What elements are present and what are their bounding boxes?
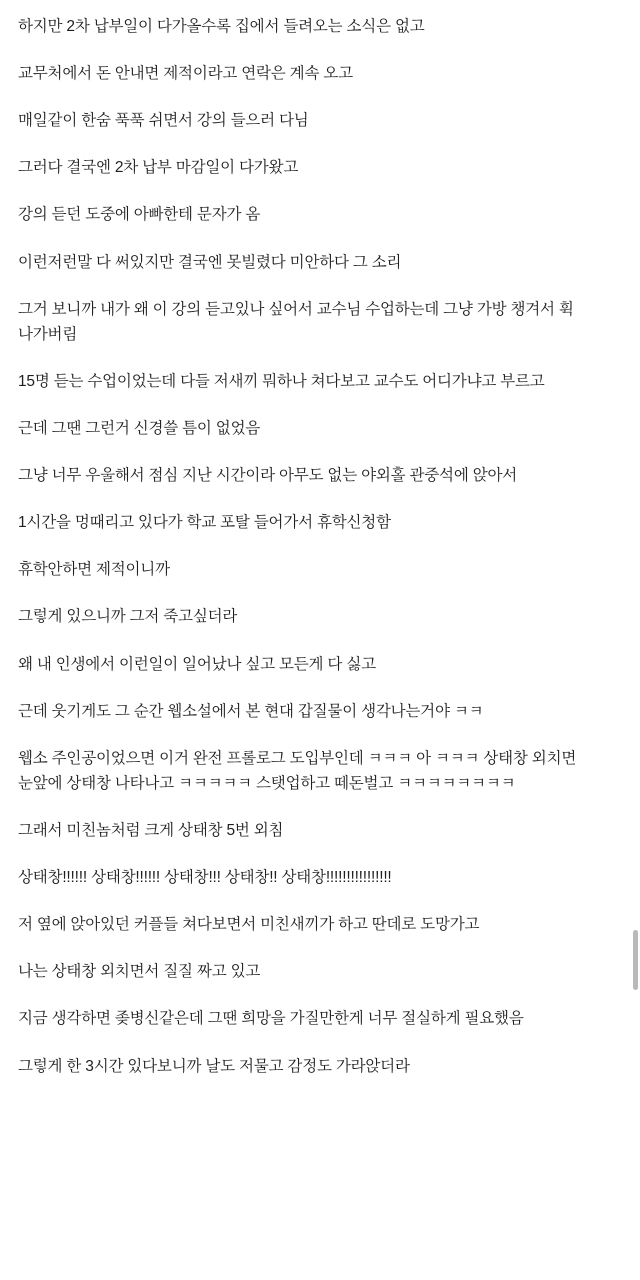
paragraph: 왜 내 인생에서 이런일이 일어났나 싶고 모든게 다 싫고 — [18, 655, 376, 673]
paragraph: 그러다 결국엔 2차 납부 마감일이 다가왔고 — [18, 159, 299, 177]
scrollbar-thumb[interactable] — [633, 930, 638, 990]
paragraph: 상태창!!!!!! 상태창!!!!!! 상태창!!! 상태창!! 상태창!!!!!!!!!!!!!!!! — [18, 869, 392, 887]
paragraph: 지금 생각하면 좆병신같은데 그땐 희망을 가질만한게 너무 절실하게 필요했음 — [18, 1010, 524, 1028]
paragraph: 이런저런말 다 써있지만 결국엔 못빌렸다 미안하다 그 소리 — [18, 253, 402, 271]
paragraph: 하지만 2차 납부일이 다가올수록 집에서 들려오는 소식은 없고 — [18, 18, 425, 35]
document-body — [18, 14, 622, 1079]
paragraph: 휴학안하면 제적이니까 — [18, 561, 170, 579]
paragraph: 강의 듣던 도중에 아빠한테 문자가 옴 — [18, 206, 261, 224]
paragraph: 그거 보니까 내가 왜 이 강의 듣고있나 싶어서 교수님 수업하는데 그냥 가방 챙겨서 휙 나가버림 — [18, 300, 578, 343]
paragraph: 1시간을 멍때리고 있다가 학교 포탈 들어가서 휴학신청함 — [18, 514, 391, 532]
paragraph: 저 옆에 앉아있던 커플들 쳐다보면서 미친새끼가 하고 딴데로 도망가고 — [18, 916, 480, 934]
paragraph: 그렇게 한 3시간 있다보니까 날도 저물고 감정도 가라앉더라 — [18, 1057, 410, 1075]
paragraph: 그래서 미친놈처럼 크게 상태창 5번 외침 — [18, 821, 284, 839]
paragraph: 근데 웃기게도 그 순간 웹소설에서 본 현대 갑질물이 생각나는거야 ㅋㅋ — [18, 702, 484, 720]
paragraph: 매일같이 한숨 푹푹 쉬면서 강의 들으러 다님 — [18, 112, 309, 130]
paragraph: 그냥 너무 우울해서 점심 지난 시간이라 아무도 없는 야외홀 관중석에 앉아서 — [18, 467, 518, 485]
paragraph: 그렇게 있으니까 그저 죽고싶더라 — [18, 608, 238, 626]
paragraph: 나는 상태창 외치면서 질질 짜고 있고 — [18, 963, 261, 981]
paragraph: 교무처에서 돈 안내면 제적이라고 연락은 계속 오고 — [18, 65, 353, 83]
paragraph: 웹소 주인공이었으면 이거 완전 프롤로그 도입부인데 ㅋㅋㅋ 아 ㅋㅋㅋ 상태창 외치면 눈앞에 상태창 나타나고 ㅋㅋㅋㅋㅋ 스탯업하고 떼돈벌고 ㅋㅋㅋㅋㅋㅋㅋㅋ — [18, 749, 581, 792]
paragraph: 근데 그땐 그런거 신경쓸 틈이 없었음 — [18, 419, 261, 437]
paragraph: 15명 듣는 수업이었는데 다들 저새끼 뭐하나 쳐다보고 교수도 어디가냐고 부르고 — [18, 372, 545, 390]
